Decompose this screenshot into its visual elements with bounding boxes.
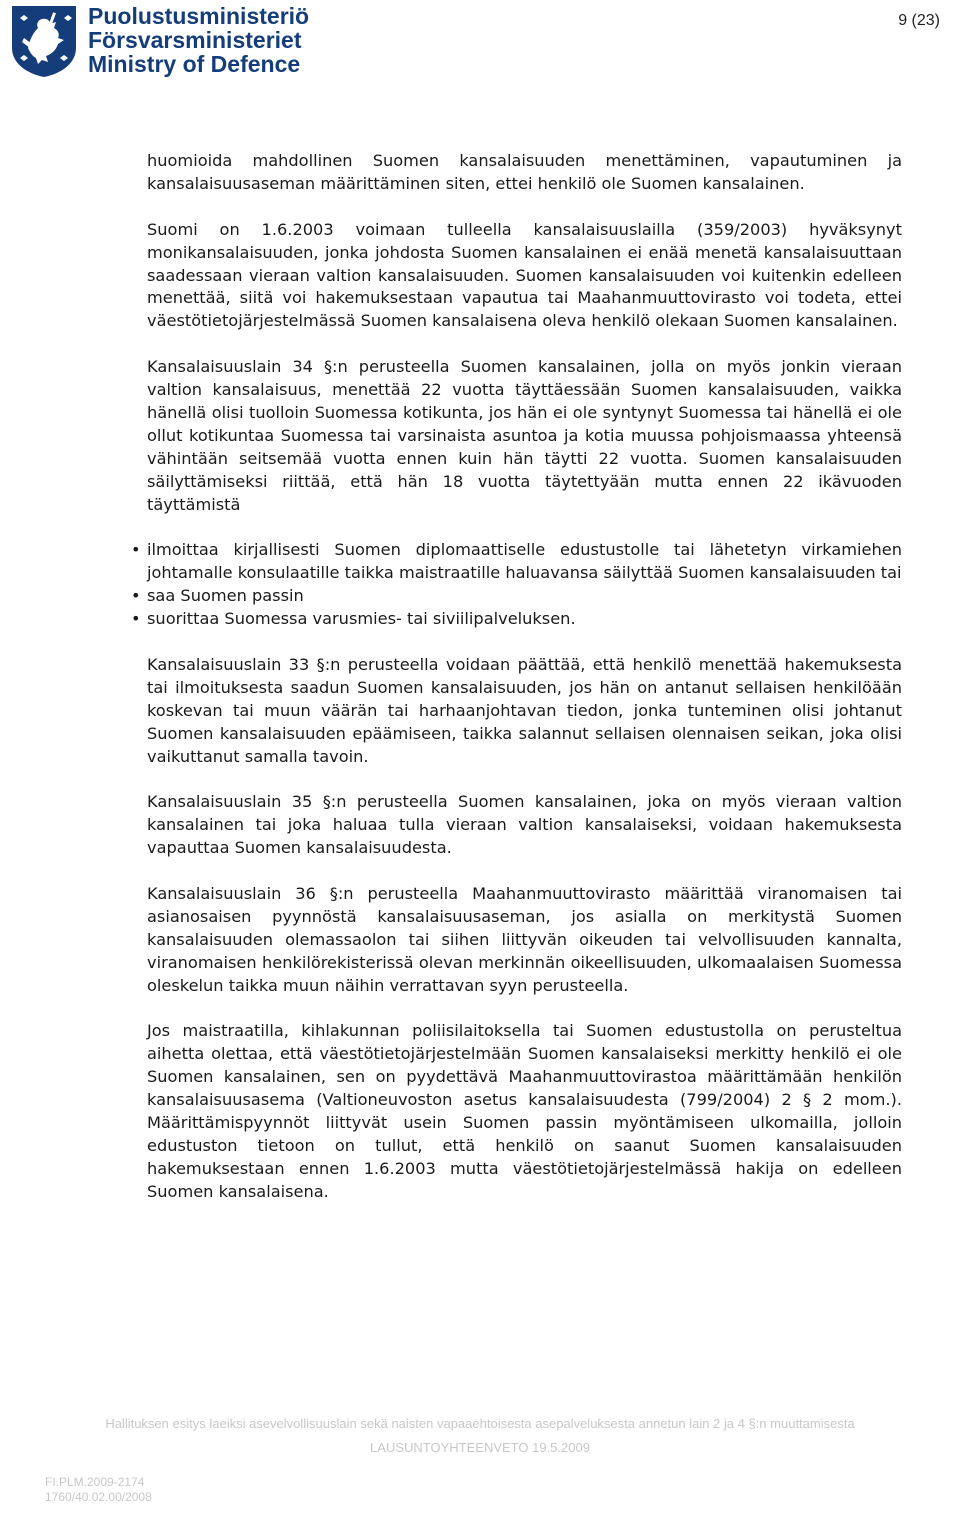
finnish-lion-coat-of-arms-icon bbox=[8, 4, 80, 78]
list-item-text: suorittaa Suomessa varusmies- tai siviilipalveluksen. bbox=[147, 609, 576, 629]
reference-line: FI.PLM.2009-2174 bbox=[45, 1475, 145, 1489]
paragraph: Kansalaisuuslain 34 §:n perusteella Suomen kansalainen, jolla on myös jonkin vieraan valtion kansalaisuus, menettää 22 vuotta täyttäessään Suomen kansalaisuuden, vaikka hänellä olisi tuolloin Suomessa kotikunta, jos hän ei ole syntynyt Suomessa tai hänellä ei ole ollut kotikuntaa Suomessa tai varsinaista asuntoa ja kotia muussa pohjoismaassa yhteensä vähintään seitsemää vuotta ennen kuin hän täytti 22 vuotta. Suomen kansalaisuuden säilyttämiseksi riittää, että hän 18 vuotta täytettyään mutta ennen 22 ikävuoden täyttämistä bbox=[147, 357, 902, 514]
reference-line: 1760/40.02.00/2008 bbox=[45, 1490, 152, 1504]
list-item-text: saa Suomen passin bbox=[147, 586, 304, 606]
page-number: 9 (23) bbox=[898, 12, 940, 29]
paragraph: Kansalaisuuslain 36 §:n perusteella Maahanmuuttovirasto määrittää viranomaisen tai asianosaisen pyynnöstä kansalaisuusaseman, jos asialla on merkitystä Suomen kansalaisuuden olemassaolon tai siihen liittyvän oikeuden tai velvollisuuden kannalta, viranomaisen henkilörekisterissä olevan merkinnän oikeellisuuden, ulkomaalaisen Suomessa oleskelun taikka muun näihin verrattavan syyn perusteella. bbox=[147, 883, 902, 995]
list-item bbox=[131, 585, 902, 608]
bullet-list bbox=[131, 539, 902, 631]
footer-subtitle: LAUSUNTOYHTEENVETO 19.5.2009 bbox=[370, 1440, 590, 1455]
paragraph: Jos maistraatilla, kihlakunnan poliisilaitoksella tai Suomen edustustolla on perusteltua aihetta olettaa, että väestötietojärjestelmään Suomen kansalaiseksi merkitty henkilö ei ole Suomen kansalainen, sen on pyydettävä Maahanmuuttovirastoa määrittämään henkilön kansalaisuusasema (Valtioneuvoston asetus kansalaisuudesta (799/2004) 2 § 2 mom.). Määrittämispyynnöt liittyvät usein Suomen passin myöntämiseen ulkomailla, jolloin edustuston tietoon on tullut, että henkilö on saanut Suomen kansalaisuuden hakemuksestaan ennen 1.6.2003 mutta väestötietojärjestelmässä hakija on edelleen Suomen kansalaisena. bbox=[147, 1021, 902, 1201]
footer-title: Hallituksen esitys laeiksi asevelvollisuuslain sekä naisten vapaaehtoisesta asepalveluksesta annetun lain 2 ja 4 §:n muuttamisesta bbox=[105, 1416, 855, 1431]
paragraph: huomioida mahdollinen Suomen kansalaisuuden menettäminen, vapautuminen ja kansalaisuusaseman määrittäminen siten, ettei henkilö ole Suomen kansalainen. bbox=[147, 151, 902, 193]
bullet-icon: • bbox=[131, 609, 141, 629]
logo-line-swedish: Försvarsministeriet bbox=[88, 27, 302, 53]
list-item bbox=[131, 539, 902, 585]
bullet-icon: • bbox=[131, 540, 141, 560]
list-item-text: ilmoittaa kirjallisesti Suomen diplomaattiselle edustustolle tai lähetetyn virkamiehen johtamalle konsulaatille taikka maistraatille haluavansa säilyttää Suomen kansalaisuuden tai bbox=[147, 540, 902, 583]
list-item bbox=[131, 608, 902, 631]
document-body bbox=[131, 150, 902, 1226]
paragraph: Kansalaisuuslain 35 §:n perusteella Suomen kansalainen, joka on myös vieraan valtion kansalainen tai joka haluaa tulla vieraan valtion kansalaiseksi, voidaan hakemuksesta vapauttaa Suomen kansalaisuudesta. bbox=[147, 792, 902, 858]
paragraph: Suomi on 1.6.2003 voimaan tulleella kansalaisuuslailla (359/2003) hyväksynyt monikansalaisuuden, jonka johdosta Suomen kansalainen ei enää menetä kansalaisuuttaan saadessaan vieraan valtion kansalaisuuden. Suomen kansalaisuuden voi kuitenkin edelleen menettää, siitä voi hakemuksestaan vapautua tai Maahanmuuttovirasto voi todeta, ettei väestötietojärjestelmässä Suomen kansalaisena oleva henkilö olekaan Suomen kansalainen. bbox=[147, 219, 902, 331]
paragraph: Kansalaisuuslain 33 §:n perusteella voidaan päättää, että henkilö menettää hakemuksesta tai ilmoituksesta saadun Suomen kansalaisuuden, jos hän on antanut sellaisen henkilöään koskevan tai muun väärän tai harhaanjohtavan tiedon, jonka tunteminen olisi johtanut Suomen kansalaisuuden epäämiseen, taikka salannut sellaisen olennaisen seikan, joka olisi vaikuttanut samalla tavoin. bbox=[147, 654, 902, 766]
logo-line-finnish: Puolustusministeriö bbox=[88, 3, 310, 29]
document-reference bbox=[45, 1475, 152, 1505]
bullet-icon: • bbox=[131, 586, 141, 606]
ministry-logo bbox=[8, 4, 368, 78]
logo-line-english: Ministry of Defence bbox=[88, 51, 301, 77]
